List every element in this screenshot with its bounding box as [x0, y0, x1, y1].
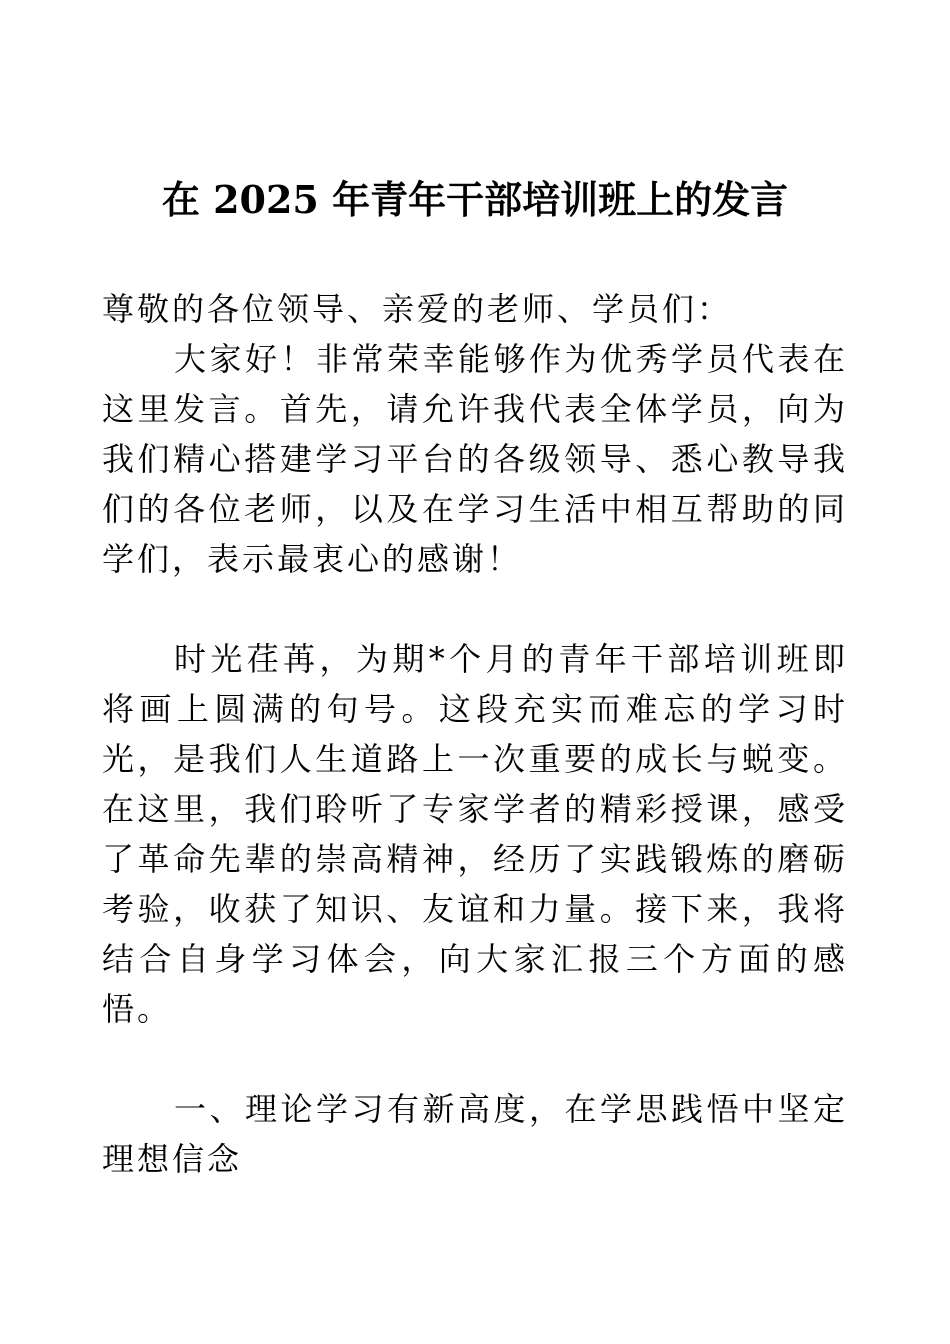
paragraph-intro: 时光荏苒，为期*个月的青年干部培训班即将画上圆满的句号。这段充实而难忘的学习时光，是我们人生道路上一次重要的成长与蜕变。在这里，我们聆听了专家学者的精彩授课，感受了革命先辈的崇高精神，经历了实践锻炼的磨砺考验，收获了知识、友谊和力量。接下来，我将结合自身学习体会，向大家汇报三个方面的感悟。	[102, 640, 848, 1028]
paragraph-greeting: 大家好！非常荣幸能够作为优秀学员代表在这里发言。首先，请允许我代表全体学员，向为我们精心搭建学习平台的各级领导、悉心教导我们的各位老师，以及在学习生活中相互帮助的同学们，表示最衷心的感谢！	[102, 340, 848, 578]
document-body	[102, 284, 848, 1184]
section-heading-1: 一、理论学习有新高度，在学思践悟中坚定理想信念	[102, 1090, 848, 1178]
document-title: 在 2025 年青年干部培训班上的发言	[161, 177, 789, 222]
paragraph-spacer	[102, 1034, 848, 1084]
salutation: 尊敬的各位领导、亲爱的老师、学员们：	[102, 290, 733, 328]
paragraph-spacer	[102, 584, 848, 634]
